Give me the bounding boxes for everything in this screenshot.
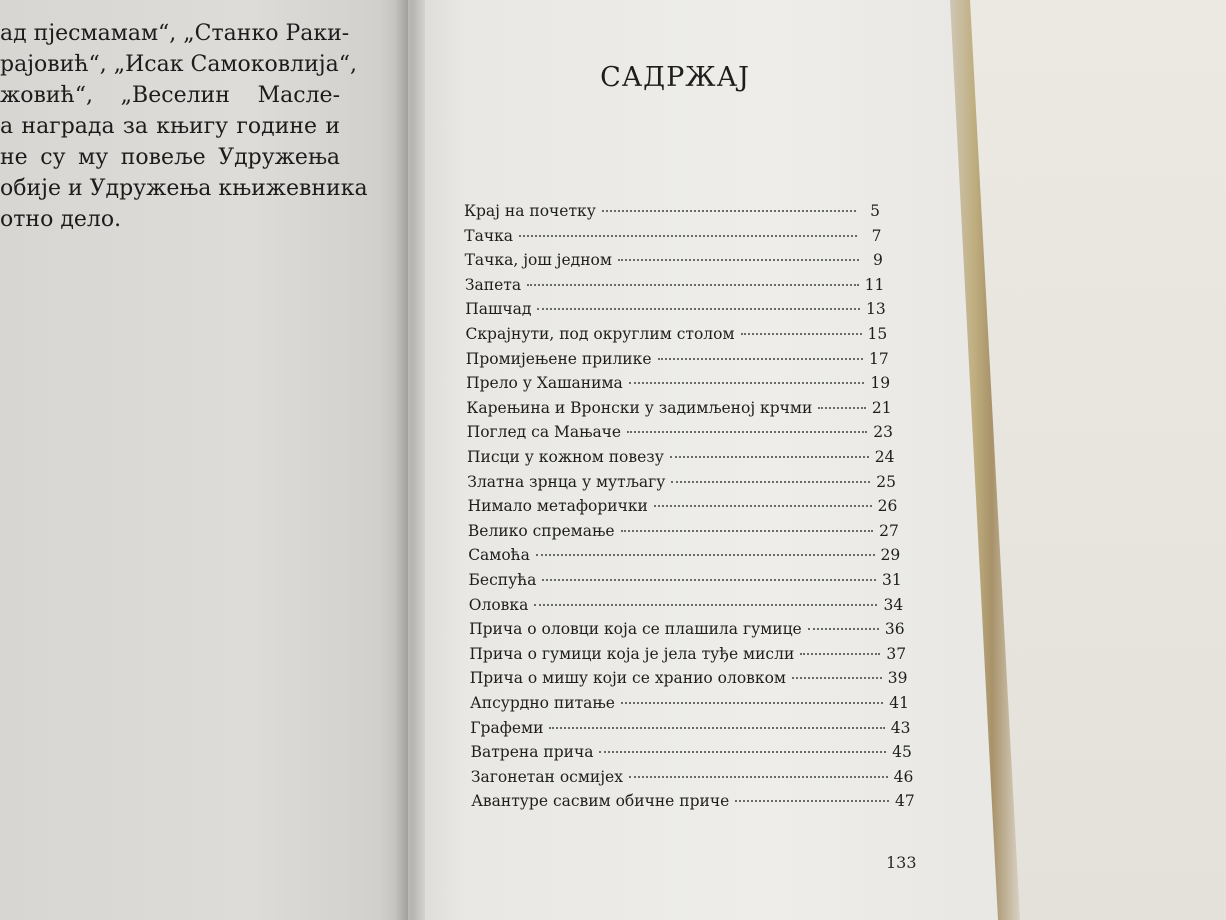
toc-entry (464, 227, 881, 249)
left-line: а награда за књигу године и (0, 114, 340, 139)
toc-leader-dots (618, 259, 859, 261)
toc-leader-dots (629, 382, 865, 384)
toc-entry-page: 19 (870, 374, 891, 393)
toc-entry (467, 423, 893, 445)
toc-entry (464, 202, 880, 224)
toc-entry-title: Авантуре сасвим обичне приче (471, 792, 730, 811)
toc-entry-page: 17 (868, 349, 889, 368)
toc-entry (465, 300, 886, 322)
left-line: рајовић“, „Исак Самоковлија“, (0, 52, 357, 77)
toc-title: САДРЖАЈ (600, 62, 750, 93)
toc-entry-page: 41 (889, 694, 909, 712)
toc-entry-page: 46 (893, 767, 914, 786)
toc-entry-page: 13 (866, 300, 886, 319)
toc-leader-dots (629, 776, 888, 778)
toc-leader-dots (627, 431, 867, 433)
toc-entry-page: 15 (867, 325, 888, 343)
toc-entry-title: Прича о гумици која је јела туђе мисли (469, 644, 795, 663)
toc-entry-title: Тачка (464, 226, 514, 245)
toc-leader-dots (792, 677, 882, 679)
toc-entry (469, 571, 902, 593)
toc-entry-page: 47 (895, 792, 915, 811)
toc-entry (471, 743, 912, 765)
left-line: не су му повеље Удружења (0, 145, 340, 170)
toc-entry (468, 546, 900, 568)
toc-leader-dots (537, 308, 860, 310)
toc-entry (467, 473, 896, 495)
toc-leader-dots (534, 604, 877, 606)
toc-entry-page: 25 (876, 472, 896, 491)
toc-entry-title: Прича о оловци која се плашила гумице (469, 620, 802, 639)
toc-leader-dots (536, 554, 875, 556)
toc-leader-dots (741, 333, 862, 335)
toc-entry-title: Нимало метафорички (467, 497, 648, 516)
toc-entry (466, 399, 891, 421)
toc-entry (466, 374, 890, 396)
toc-entry (469, 620, 905, 642)
toc-entry (466, 325, 888, 347)
toc-leader-dots (599, 751, 886, 753)
toc-entry (471, 792, 915, 814)
toc-leader-dots (542, 579, 876, 581)
toc-entry-page: 21 (871, 398, 892, 417)
toc-entry (465, 276, 884, 298)
toc-entry-title: Велико спремање (467, 521, 615, 540)
toc-leader-dots (670, 456, 869, 458)
toc-entry-title: Скрајнути, под округлим столом (465, 325, 735, 343)
left-line: жовић“, „Веселин Масле- (0, 83, 340, 108)
toc-leader-dots (549, 727, 884, 729)
toc-entry-title: Апсурдно питање (470, 694, 615, 712)
toc-entry-title: Самоћа (468, 546, 530, 565)
toc-leader-dots (735, 800, 889, 802)
toc-leader-dots (658, 358, 863, 360)
toc-entry-page: 36 (884, 620, 905, 639)
left-line: обије и Удружења књижевника (0, 176, 368, 201)
toc-entry-page: 23 (873, 423, 894, 442)
toc-entry-page: 39 (887, 669, 908, 688)
toc-entry-page: 43 (890, 718, 911, 737)
toc-entry-page: 24 (874, 448, 895, 466)
toc-entry-title: Поглед са Мањаче (466, 423, 622, 442)
toc-entry (470, 669, 908, 691)
left-line: ад пјесмамам“, „Станко Раки- (0, 21, 350, 46)
toc-entry-page: 27 (879, 521, 899, 540)
toc-leader-dots (818, 407, 866, 409)
toc-entry-title: Златна зрнца у мутљагу (467, 472, 666, 491)
toc-entry (468, 522, 899, 544)
toc-entry (469, 596, 903, 618)
toc-entry-title: Оловка (468, 595, 529, 614)
toc-entry (467, 448, 895, 470)
toc-leader-dots (800, 653, 880, 655)
toc-entry-page: 29 (880, 546, 901, 565)
toc-entry-title: Графеми (470, 718, 544, 737)
toc-entry-title: Загонетан осмијех (470, 767, 623, 786)
toc-entry-title: Карењина и Вронски у задимљеној крчми (466, 398, 813, 417)
toc-entry-title: Крај на почетку (464, 202, 596, 220)
toc-leader-dots (671, 481, 870, 483)
toc-entry-title: Тачка, још једном (464, 251, 612, 270)
toc-entry-title: Прело у Хашанима (466, 374, 623, 393)
toc-leader-dots (527, 284, 858, 286)
toc-entry-title: Беспућа (468, 571, 537, 589)
toc-entry (469, 645, 906, 667)
toc-entry-page: 11 (864, 275, 885, 294)
toc-entry-page: 31 (882, 571, 902, 589)
toc-leader-dots (621, 702, 883, 704)
toc-leader-dots (808, 628, 879, 630)
toc-entry-title: Писци у кожном повезу (467, 448, 664, 466)
toc-entry-page: 34 (883, 595, 904, 614)
toc-entry-title: Запета (464, 275, 522, 294)
toc-leader-dots (519, 235, 857, 237)
left-line: отно дело. (0, 207, 122, 232)
toc-entry (471, 768, 913, 790)
toc-entry (466, 350, 889, 372)
toc-entry-title: Ватрена прича (470, 743, 594, 762)
toc-entry-title: Пашчад (465, 300, 532, 319)
toc-entry-page: 7 (871, 226, 882, 245)
toc-entry (468, 497, 898, 519)
toc-entry (470, 694, 909, 716)
toc-entry-title: Промијењене прилике (465, 349, 652, 368)
toc-leader-dots (654, 505, 872, 507)
toc-entry (470, 719, 910, 741)
toc-entry (465, 251, 883, 273)
toc-entry-page: 5 (870, 202, 880, 220)
toc-entry-page: 26 (877, 497, 898, 516)
toc-entry-title: Прича о мишу који се хранио оловком (469, 669, 786, 688)
page-number: 133 (886, 853, 917, 872)
toc-entry-page: 45 (892, 743, 912, 762)
toc-leader-dots (602, 210, 856, 212)
toc-leader-dots (621, 530, 874, 532)
toc-entry-page: 37 (886, 644, 907, 663)
toc-entry-page: 9 (873, 251, 883, 270)
